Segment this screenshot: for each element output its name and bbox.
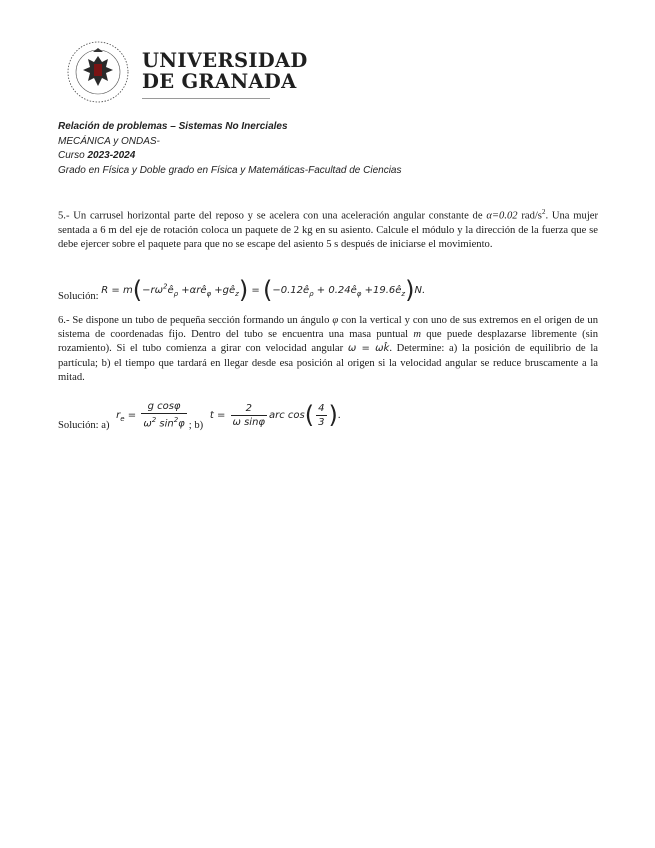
p5-f-t2: +αr: [178, 285, 201, 296]
course-year-label: Curso: [58, 150, 88, 162]
p5-unit: rad/s: [517, 210, 542, 222]
p6-text-c: que puede desplazarse libremente (sin rozamiento). Si el tubo comienza a girar con velocidad angular: [58, 329, 598, 355]
p5-f-period: .: [421, 285, 425, 296]
problem-5-statement: [58, 205, 598, 252]
p5-f-t1s: ρ: [173, 290, 179, 298]
problem-5-solution: [58, 276, 425, 304]
p5-f-t2v: ê: [200, 285, 207, 296]
p5-f-t3s: z: [235, 290, 239, 298]
p6-fraction-b: [231, 402, 267, 429]
university-name: [142, 50, 308, 92]
p5-f-lhs: R = m: [101, 285, 133, 296]
p6-text-d: . Determine: a) la posición de equilibrio de la partícula; b) el tiempo que tardará en llegar desde esa posición al origen si la velocidad angular se reduce bruscamente a la mitad.: [58, 343, 598, 383]
p5-unit-exp: 2: [541, 208, 546, 216]
p6-sep: ; b): [188, 420, 204, 432]
p5-f-t1e: 2: [162, 282, 168, 291]
p6-phi: φ: [332, 315, 339, 326]
p5-text-b: . Una mujer sentada a 6 m del eje de rotación coloca un paquete de 2 kg en su asiento. Calcule el módulo y la dirección de la fuerza que se debe ejercer sobre el paquete para que no se escape del asiento 5 s después de iniciarse el movimiento.: [58, 210, 598, 250]
p6-formula-a: [116, 401, 189, 430]
university-logo: [66, 40, 308, 104]
degree-name: Grado en Física y Doble grado en Física y Matemáticas-Facultad de Ciencias: [58, 164, 402, 176]
p5-f-t3: +g: [211, 285, 229, 296]
p6-re-sub: e: [120, 415, 125, 424]
p6-re: r: [116, 410, 121, 422]
p6-text-b: con la vertical y con uno de sus extremos en el origen de un sistema de coordenadas fijo. Dentro del tubo se encuentra una masa puntual: [58, 315, 599, 341]
p5-solution-label: Solución:: [58, 291, 99, 302]
p5-f-n1v: ê: [303, 285, 310, 296]
p5-f-n3s: z: [401, 290, 406, 298]
p5-f-n3: +19.6: [361, 285, 396, 296]
p5-f-n1s: ρ: [309, 290, 314, 298]
p5-f-n3v: ê: [395, 285, 402, 296]
p5-f-t1: −rω: [142, 285, 163, 296]
p5-f-t2s: φ: [206, 290, 212, 298]
p5-f-n2: + 0.24: [313, 285, 351, 296]
logo-divider: [142, 98, 270, 99]
p6-den-a: [141, 414, 186, 430]
p6-den-a-exp2: 2: [173, 416, 179, 424]
p6-den-a-mid: sin: [156, 418, 174, 430]
course-year: [58, 149, 618, 164]
p6-num-b: 2: [231, 402, 267, 416]
p5-text-a: 5.- Un carrusel horizontal parte del reposo y se acelera con una aceleración angular constante de: [58, 210, 487, 222]
p6-den-b: ω sinφ: [232, 416, 266, 428]
p5-f-eq: =: [248, 285, 263, 296]
document-title: Relación de problemas – Sistemas No Inerciales: [58, 121, 288, 132]
problem-6-statement: [58, 314, 598, 385]
p6-den-a-base: ω: [143, 418, 152, 430]
course-name: MECÁNICA y ONDAS-: [58, 135, 160, 147]
p5-f-t1v: ê: [167, 285, 174, 296]
p5-f-n2v: ê: [350, 285, 357, 296]
p6-num-c: 4: [318, 402, 325, 414]
p6-arccos: arc cos: [269, 410, 305, 422]
problem-6-solution: [58, 400, 341, 431]
p6-fraction-c: [316, 402, 326, 429]
p5-f-unit: N: [414, 285, 422, 296]
p6-period: .: [337, 410, 341, 422]
p5-f-n1: −0.12: [272, 285, 303, 296]
p6-den-a-end: φ: [178, 418, 185, 430]
p6-eq: =: [124, 410, 140, 422]
p6-den-a-exp: 2: [151, 416, 157, 424]
university-seal-icon: [66, 40, 130, 104]
p5-f-t3v: ê: [229, 285, 236, 296]
p6-num-a: g cosφ: [141, 400, 186, 414]
university-name-line2: DE GRANADA: [142, 70, 297, 93]
p5-formula: $R = m(-r\omega^2ê_\rho$ +αrê$_\varphi$ $+gê_z$) = ($-0.12ê_\rho$ + $0.24ê_\varphi$ $+19.6ê_z)N$: [101, 276, 422, 304]
p5-f-n2s: φ: [356, 290, 362, 298]
p6-omega: ω = ωk̂: [347, 343, 390, 355]
p6-mass: m: [413, 329, 422, 341]
p6-text-a: 6.- Se dispone un tubo de pequeña sección formando un ángulo: [58, 315, 333, 326]
course-year-value: 2023-2024: [87, 150, 136, 162]
p6-formula-b: t = $\frac{2}{\text{ω sinφ}}$ arc cos( $\frac{4}{3}$ ): [209, 401, 338, 430]
p6-solution-label: Solución: a): [58, 420, 110, 432]
p6-fraction-a: [141, 400, 186, 430]
p6-t-lhs: t =: [209, 410, 229, 422]
p5-alpha: α=0.02: [486, 210, 518, 222]
p6-den-c: 3: [318, 416, 325, 428]
document-header: [58, 120, 618, 178]
university-name-line1: UNIVERSIDAD: [142, 49, 308, 72]
